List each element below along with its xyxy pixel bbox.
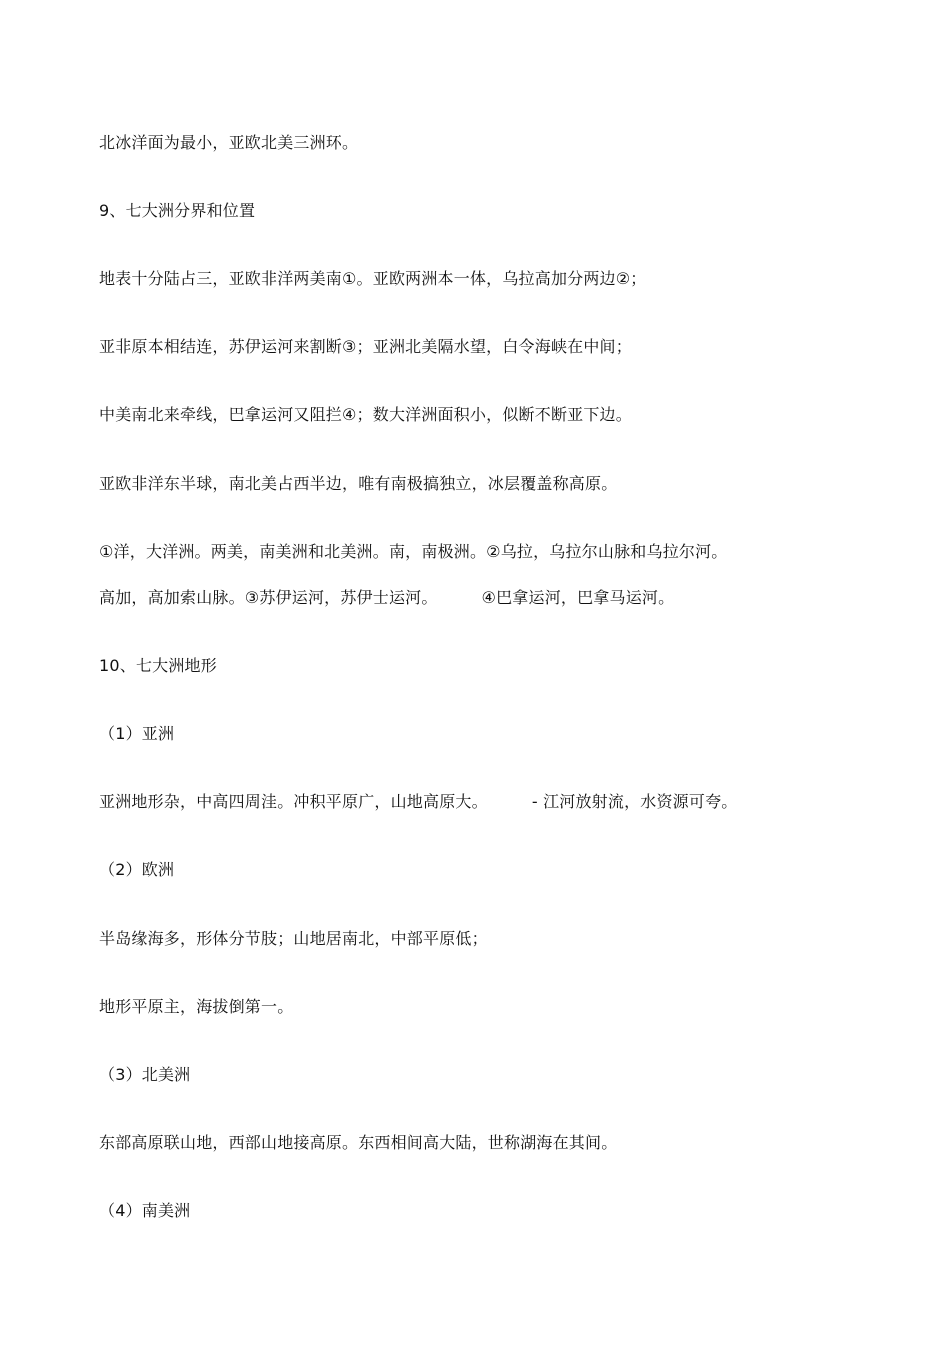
footnote-line-2: [99, 588, 674, 608]
asia-verse-part-b: - 江河放射流，水资源可夸。: [531, 792, 738, 811]
verse-line-1: 地表十分陆占三，亚欧非洋两美南①。亚欧两洲本一体，乌拉高加分两边②；: [99, 269, 647, 288]
subheading-asia: （1）亚洲: [99, 724, 175, 743]
europe-verse-line-1: 半岛缘海多，形体分节肢；山地居南北，中部平原低；: [99, 929, 488, 948]
subheading-europe: （2）欧洲: [99, 860, 175, 879]
verse-line-3: 中美南北来牵线，巴拿运河又阻拦④；数大洋洲面积小，似断不断亚下边。: [99, 405, 632, 424]
asia-verse-part-a: 亚洲地形杂，中高四周洼。冲积平原广，山地高原大。: [99, 792, 488, 811]
footnote-line-1: ①洋，大洋洲。两美，南美洲和北美洲。南，南极洲。②乌拉，乌拉尔山脉和乌拉尔河。: [99, 542, 728, 561]
footnote-line-2-part-a: 高加，高加索山脉。③苏伊运河，苏伊士运河。: [99, 588, 438, 607]
subheading-north-america: （3）北美洲: [99, 1065, 191, 1084]
north-america-verse-line: 东部高原联山地，西部山地接高原。东西相间高大陆，世称湖海在其间。: [99, 1133, 618, 1152]
verse-line-4: 亚欧非洋东半球，南北美占西半边，唯有南极搞独立，冰层覆盖称高原。: [99, 474, 618, 493]
europe-verse-line-2: 地形平原主，海拔倒第一。: [99, 997, 294, 1016]
subheading-south-america: （4）南美洲: [99, 1201, 191, 1220]
section-heading-continent-terrain: 10、七大洲地形: [99, 656, 217, 675]
section-heading-continent-boundaries: 9、七大洲分界和位置: [99, 201, 256, 220]
text-line-arctic-ocean: 北冰洋面为最小，亚欧北美三洲环。: [99, 133, 359, 152]
asia-verse-line: [99, 792, 737, 812]
verse-line-2: 亚非原本相结连，苏伊运河来割断③；亚洲北美隔水望，白令海峡在中间；: [99, 337, 632, 356]
footnote-line-2-part-b: ④巴拿运河，巴拿马运河。: [481, 588, 675, 607]
